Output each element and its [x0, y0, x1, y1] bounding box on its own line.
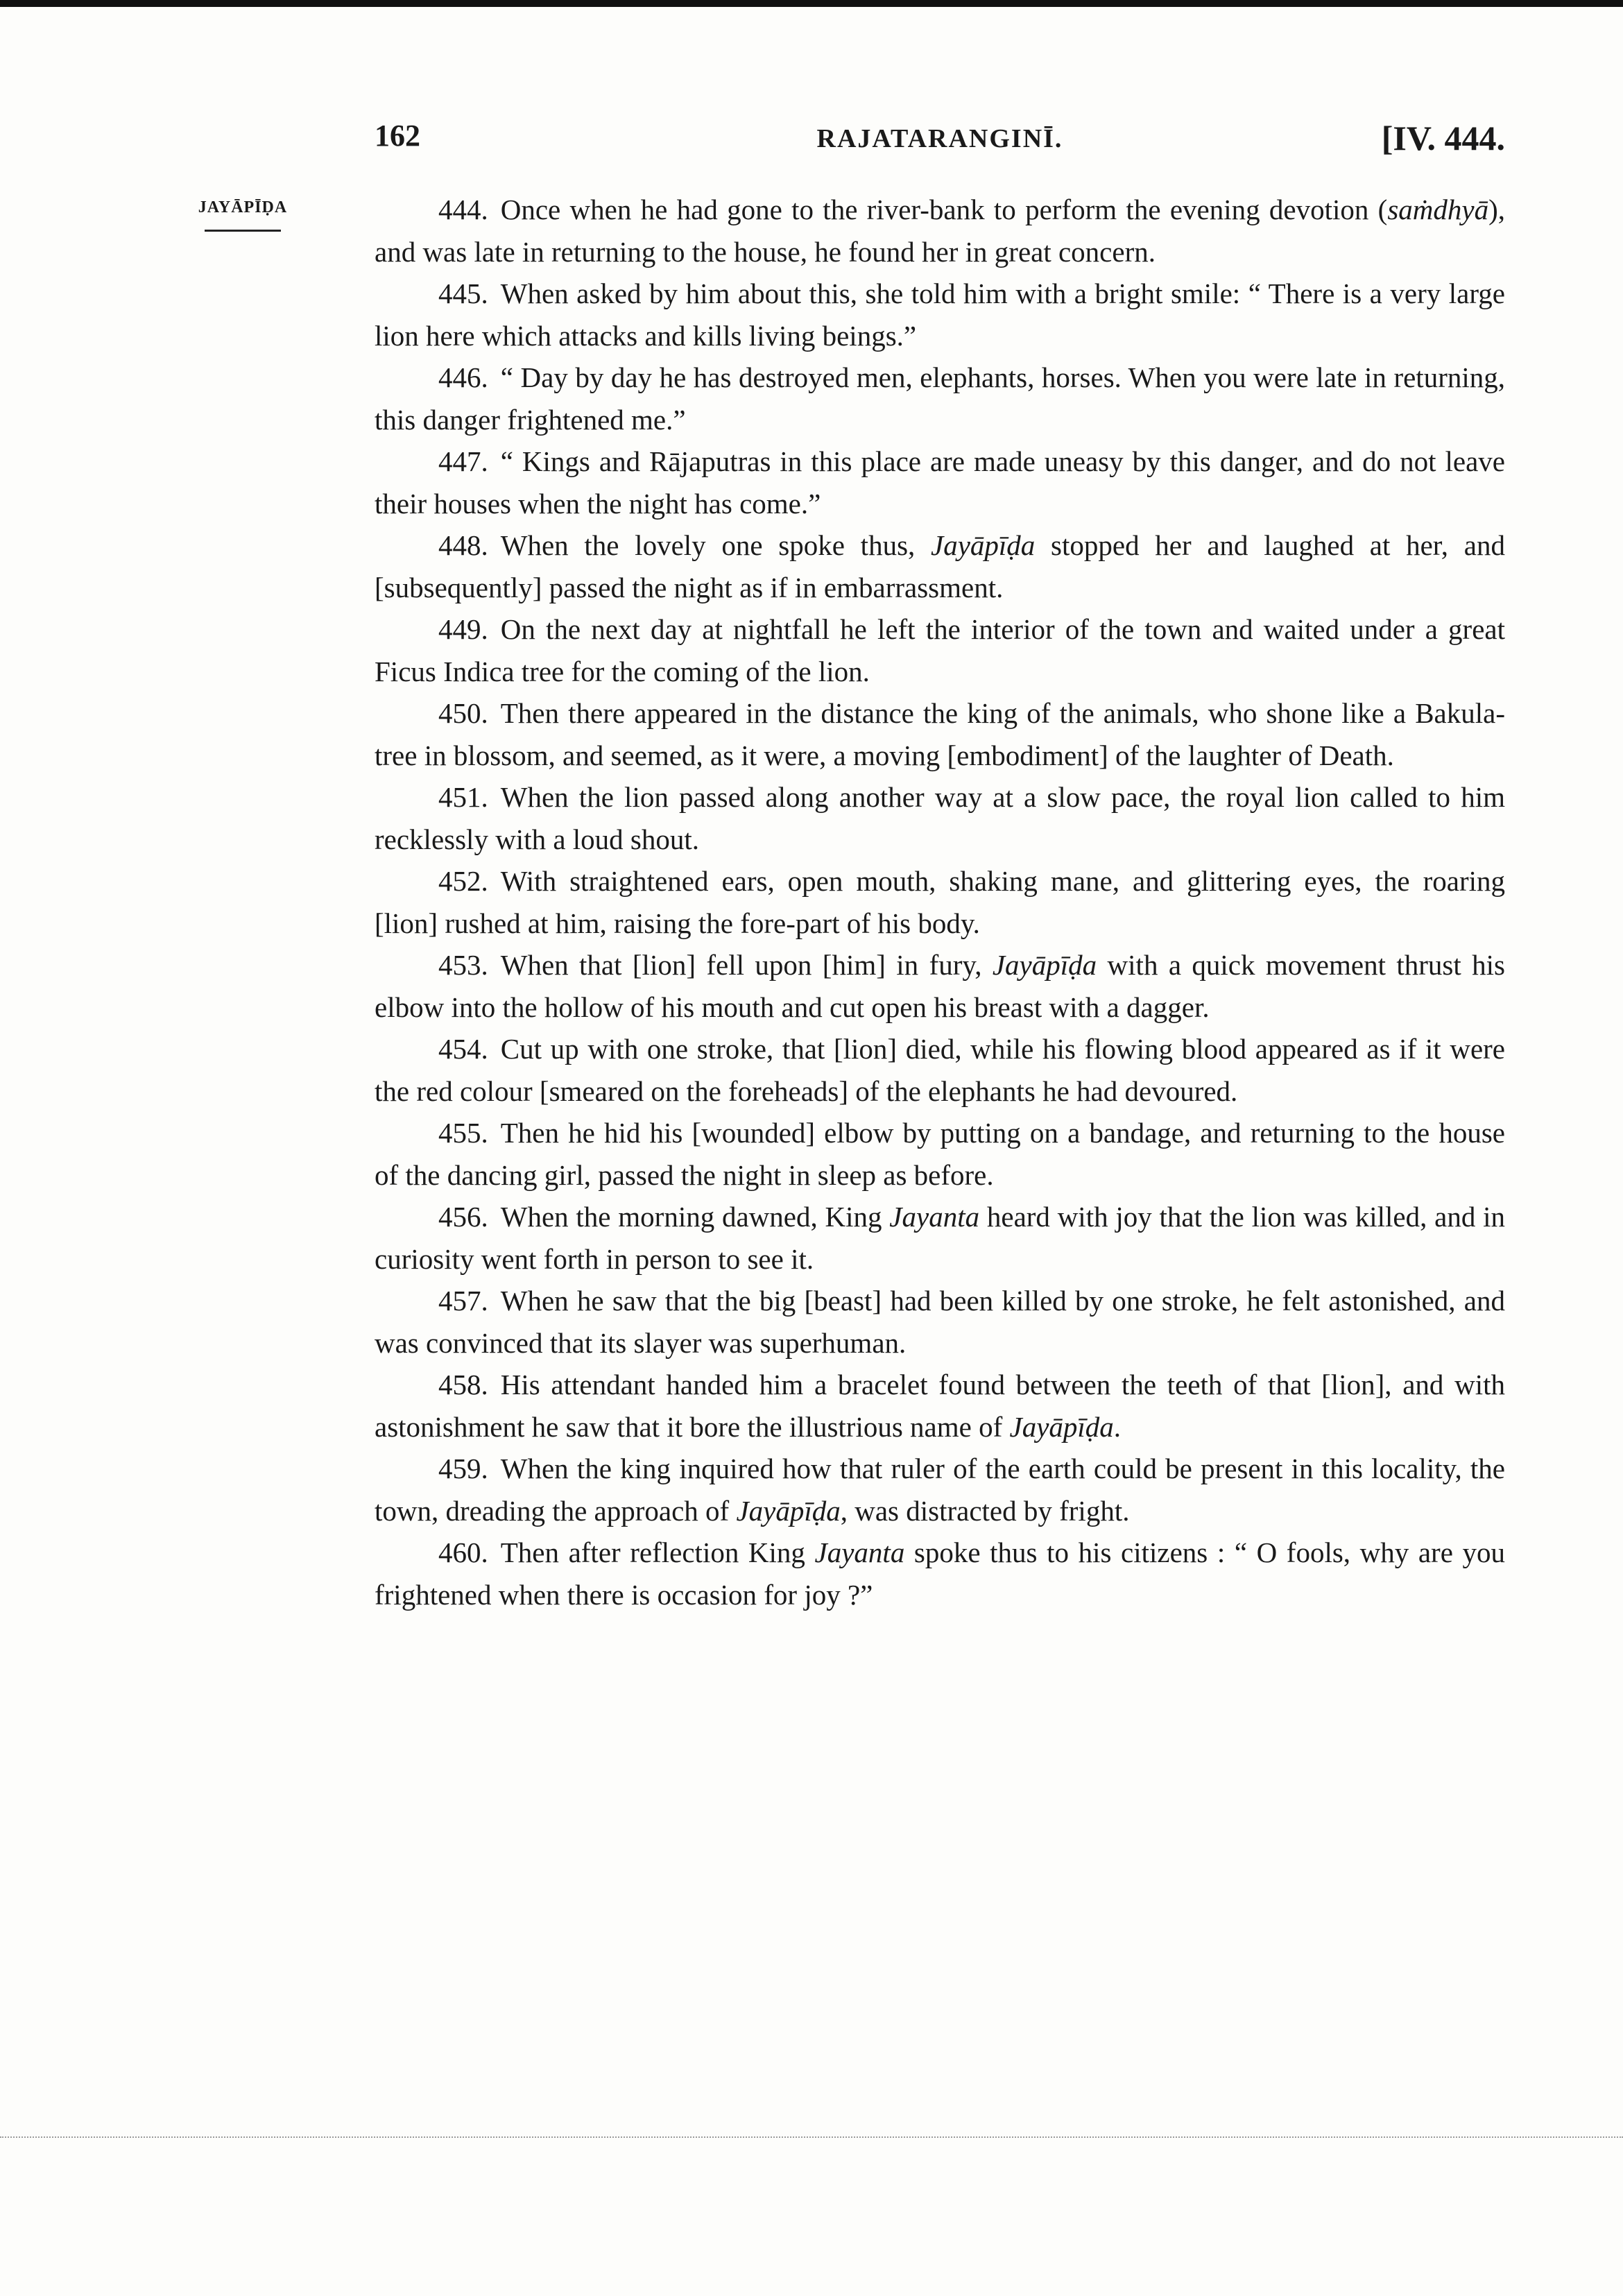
verse-number: 454. [438, 1033, 488, 1065]
verse-italic-name: Jayāpīḍa [931, 529, 1036, 561]
verse-450 [375, 692, 1505, 776]
marginal-note [187, 198, 298, 232]
verse-text: “ Kings and Rājaputras in this place are made uneasy by this danger, and do not leave their houses when the night has come.” [375, 445, 1505, 520]
verse-text: Then after reflection King [500, 1536, 815, 1568]
verse-italic-name: Jayāpīḍa [992, 949, 1097, 981]
verse-number: 449. [438, 613, 488, 645]
marginal-note-rule [205, 230, 281, 232]
verse-number: 444. [438, 194, 488, 225]
verse-447 [375, 440, 1505, 524]
verse-text-block [375, 189, 1505, 1616]
verse-445 [375, 273, 1505, 357]
verse-number: 452. [438, 865, 488, 897]
verse-459 [375, 1448, 1505, 1532]
verse-italic-name: Jayāpīḍa [736, 1494, 841, 1527]
verse-text: When the king inquired how that ruler of the earth could be present in this locality, the town, dreading the approach of [375, 1453, 1505, 1527]
verse-457 [375, 1280, 1505, 1364]
verse-number: 448. [438, 529, 488, 561]
verse-number: 460. [438, 1536, 488, 1568]
verse-number: 450. [438, 697, 488, 729]
verse-text: Cut up with one stroke, that [lion] died, while his flowing blood appeared as if it were the red colour [smeared on the foreheads] of the elephants he had devoured. [375, 1033, 1505, 1107]
verse-text: When the lovely one spoke thus, [500, 529, 931, 561]
verse-italic-name: Jayāpīḍa [1009, 1410, 1114, 1443]
verse-number: 451. [438, 781, 488, 813]
verse-449 [375, 608, 1505, 692]
verse-446 [375, 357, 1505, 440]
marginal-note-text: JAYĀPĪḌA [198, 198, 288, 216]
scan-footer-line [0, 2136, 1623, 2138]
verse-number: 455. [438, 1117, 488, 1149]
verse-number: 459. [438, 1453, 488, 1484]
verse-text: On the next day at nightfall he left the interior of the town and waited under a great Ficus Indica tree for the coming of the lion. [375, 613, 1505, 687]
verse-text: “ Day by day he has destroyed men, elephants, horses. When you were late in returning, this danger frightened me.” [375, 361, 1505, 436]
verse-444 [375, 189, 1505, 273]
verse-text: heard with joy that the lion was killed, and in curiosity went forth in person to see it. [375, 1201, 1505, 1275]
verse-text: His attendant handed him a bracelet found between the teeth of that [lion], and with astonishment he saw that it bore the illustrious name of [375, 1369, 1505, 1443]
verse-number: 453. [438, 949, 488, 981]
page-header [375, 118, 1505, 166]
verse-text: Once when he had gone to the river-bank to perform the evening devotion ( [500, 194, 1388, 225]
verse-text: When asked by him about this, she told him with a bright smile: “ There is a very large lion here which attacks and kills living beings.” [375, 277, 1505, 352]
verse-text: When he saw that the big [beast] had been killed by one stroke, he felt astonished, and was convinced that its slayer was superhuman. [375, 1285, 1505, 1359]
verse-451 [375, 776, 1505, 860]
verse-text: With straightened ears, open mouth, shaking mane, and glittering eyes, the roaring [lion] rushed at him, raising the fore-part of his body. [375, 865, 1505, 939]
verse-text: When the morning dawned, King [500, 1201, 890, 1233]
verse-italic-name: saṁdhyā [1387, 194, 1489, 225]
verse-text: ), and was late in returning to the house, he found her in great concern. [375, 194, 1505, 268]
verse-text: , was distracted by fright. [840, 1494, 1130, 1527]
verse-text: When that [lion] fell upon [him] in fury, [500, 949, 993, 981]
verse-460 [375, 1532, 1505, 1616]
verse-text: . [1113, 1410, 1122, 1443]
verse-text: with a quick movement thrust his elbow into the hollow of his mouth and cut open his breast with a dagger. [375, 949, 1505, 1023]
verse-number: 457. [438, 1285, 488, 1317]
section-reference: [IV. 444. [1381, 119, 1505, 157]
verse-text: Then he hid his [wounded] elbow by putting on a bandage, and returning to the house of the dancing girl, passed the night in sleep as before. [375, 1117, 1505, 1191]
verse-italic-name: Jayanta [889, 1201, 980, 1233]
page-top-edge [0, 0, 1623, 7]
verse-number: 445. [438, 277, 488, 309]
verse-455 [375, 1112, 1505, 1196]
verse-italic-name: Jayanta [814, 1536, 905, 1568]
verse-number: 458. [438, 1369, 488, 1400]
verse-text: Then there appeared in the distance the king of the animals, who shone like a Bakula-tree in blossom, and seemed, as it were, a moving [embodiment] of the laughter of Death. [375, 697, 1505, 771]
verse-453 [375, 944, 1505, 1028]
verse-number: 447. [438, 445, 488, 477]
verse-458 [375, 1364, 1505, 1448]
verse-448 [375, 524, 1505, 608]
verse-text: spoke thus to his citizens : “ O fools, why are you frightened when there is occasion for joy ?” [375, 1536, 1505, 1611]
verse-452 [375, 860, 1505, 944]
running-title: RAJATARANGINĪ. [816, 124, 1063, 153]
verse-number: 456. [438, 1201, 488, 1233]
verse-454 [375, 1028, 1505, 1112]
verse-number: 446. [438, 361, 488, 393]
verse-text: When the lion passed along another way at a slow pace, the royal lion called to him recklessly with a loud shout. [375, 781, 1505, 855]
verse-text: stopped her and laughed at her, and [subsequently] passed the night as if in embarrassment. [375, 529, 1505, 603]
page-number: 162 [375, 119, 420, 153]
verse-456 [375, 1196, 1505, 1280]
